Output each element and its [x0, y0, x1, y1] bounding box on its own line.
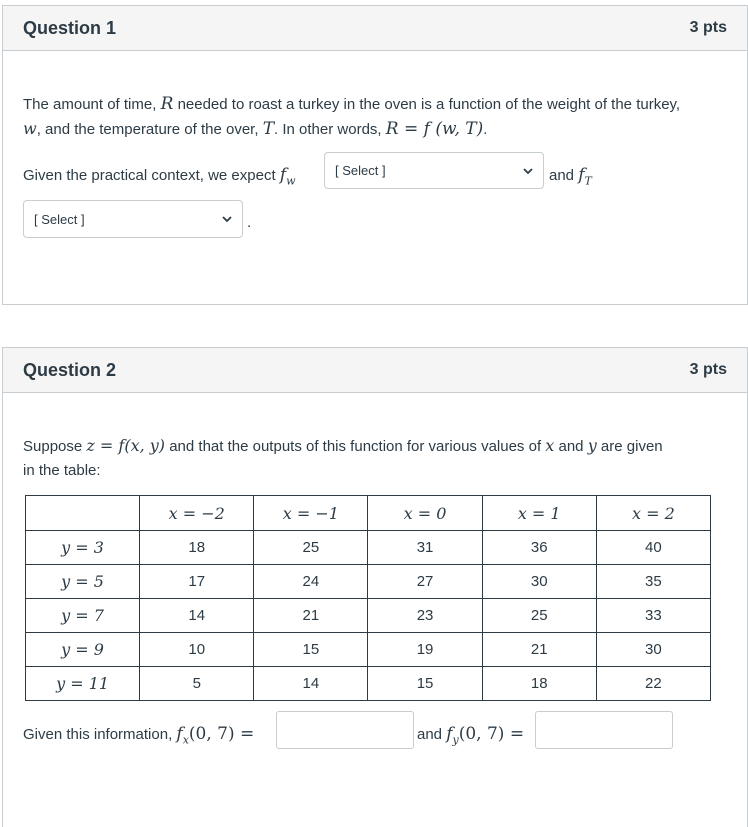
table-cell: 5 — [140, 667, 254, 701]
table-cell: 33 — [596, 599, 710, 633]
table-cell: 21 — [254, 599, 368, 633]
table-col-header: x = 1 — [482, 496, 596, 531]
and-text: and — [417, 726, 443, 743]
table-cell: 25 — [254, 531, 368, 565]
table-header-row — [26, 496, 711, 531]
var-w: w — [23, 119, 37, 138]
chevron-down-icon — [523, 166, 533, 176]
table-row-header: y = 3 — [26, 531, 140, 565]
question-1-title: Question 1 — [23, 17, 117, 38]
table-cell: 31 — [368, 531, 482, 565]
question-2-text — [23, 434, 738, 483]
table-cell: 14 — [140, 599, 254, 633]
question-2-title: Question 2 — [23, 359, 117, 380]
var-y: y — [587, 436, 597, 455]
question-1-card — [2, 5, 748, 305]
table-cell: 36 — [482, 531, 596, 565]
table-row — [26, 531, 711, 565]
table-col-header: x = −1 — [254, 496, 368, 531]
table-cell: 15 — [254, 633, 368, 667]
f-y-expression: $f_y(0$, 7) = — [446, 724, 525, 747]
var-t: T — [262, 119, 275, 139]
q1-text-part: . In other words, — [274, 121, 382, 138]
chevron-down-icon — [222, 214, 232, 224]
select-ft-period: . — [247, 214, 252, 231]
f-x-expression: $f_x(0$, 7) = — [176, 724, 255, 747]
table-cell: 17 — [140, 565, 254, 599]
table-row-header: y = 7 — [26, 599, 140, 633]
table-cell: 25 — [482, 599, 596, 633]
table-cell: 21 — [482, 633, 596, 667]
formula-r: R = f (w, T) — [385, 119, 484, 139]
and-text: and — [549, 167, 575, 184]
table-cell: 35 — [596, 565, 710, 599]
question-2-fy-label — [417, 722, 524, 752]
f-w-symbol: $f_w$ — [279, 165, 296, 188]
fx-answer-input[interactable] — [276, 711, 414, 749]
table-cell: 10 — [140, 633, 254, 667]
table-cell: 18 — [140, 531, 254, 565]
q2-text-part: and — [558, 438, 584, 455]
table-cell: 14 — [254, 667, 368, 701]
question-2-answer-prompt — [23, 722, 254, 752]
given-text: Given this information, — [23, 726, 173, 743]
table-corner-cell — [26, 496, 140, 531]
table-cell: 15 — [368, 667, 482, 701]
table-row-header: y = 9 — [26, 633, 140, 667]
table-row — [26, 565, 711, 599]
var-x: x — [545, 436, 555, 455]
table-col-header: x = 2 — [596, 496, 710, 531]
select-ft-value: [ Select ] — [34, 211, 85, 227]
table-row — [26, 633, 711, 667]
table-cell: 22 — [596, 667, 710, 701]
table-col-header: x = −2 — [140, 496, 254, 531]
table-cell: 18 — [482, 667, 596, 701]
select-fw-value: [ Select ] — [335, 163, 386, 178]
q2-text-part: Suppose — [23, 438, 83, 455]
table-cell: 19 — [368, 633, 482, 667]
var-r: R — [160, 94, 174, 114]
table-cell: 27 — [368, 565, 482, 599]
table-cell: 30 — [482, 565, 596, 599]
q1-text-part: , and the temperature of the over, — [36, 121, 259, 138]
q1-prompt-text: Given the practical context, we expect — [23, 167, 276, 184]
q1-text-part: The amount of time, — [23, 96, 157, 113]
question-1-prompt — [23, 163, 296, 193]
select-ft[interactable] — [23, 200, 243, 238]
table-row — [26, 667, 711, 701]
question-1-and — [549, 163, 592, 193]
q1-text-part: needed to roast a turkey in the oven is a function of the weight of the turkey, — [177, 96, 681, 113]
table-cell: 40 — [596, 531, 710, 565]
table-row-header: y = 5 — [26, 565, 140, 599]
table-cell: 23 — [368, 599, 482, 633]
table-col-header: x = 0 — [368, 496, 482, 531]
question-1-header — [3, 6, 747, 51]
q1-text-part: . — [483, 121, 488, 138]
table-cell: 30 — [596, 633, 710, 667]
table-row — [26, 599, 711, 633]
select-fw[interactable] — [324, 152, 544, 189]
table-row-header: y = 11 — [26, 667, 140, 701]
f-t-symbol: $f_T$ — [578, 165, 592, 188]
question-1-text — [23, 92, 738, 142]
q2-text-part: and that the outputs of this function for various values of — [169, 438, 542, 455]
question-1-points: 3 pts — [689, 19, 727, 36]
question-2-header — [3, 348, 747, 393]
question-2-card — [2, 347, 748, 827]
fy-answer-input[interactable] — [535, 711, 673, 749]
question-2-points: 3 pts — [689, 361, 727, 378]
q2-text-part: are given — [600, 438, 663, 455]
values-table — [25, 495, 711, 701]
q2-text-part: in the table: — [23, 462, 101, 479]
formula-z: z = f(x, y) — [86, 436, 166, 455]
table-cell: 24 — [254, 565, 368, 599]
